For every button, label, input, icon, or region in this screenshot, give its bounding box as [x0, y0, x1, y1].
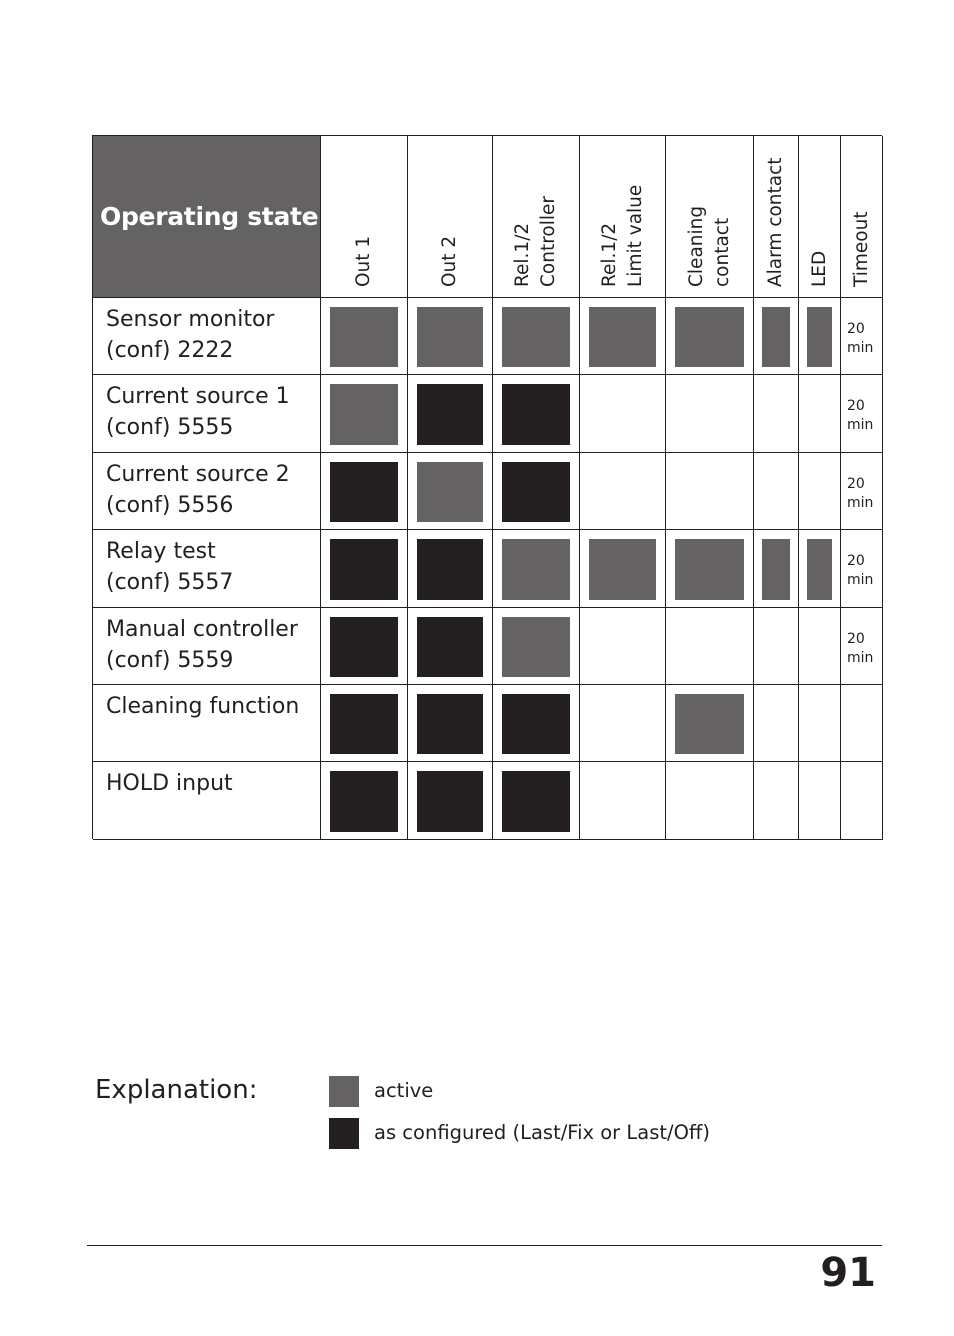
timeout-cell [841, 298, 883, 375]
column-header-line: Rel.1/2 [598, 222, 620, 287]
row-label-line: (conf) 5556 [106, 493, 234, 518]
timeout-cell [841, 530, 883, 608]
state-cell [408, 762, 493, 840]
state-block-active [807, 539, 832, 600]
state-cell [666, 608, 754, 685]
timeout-line: min [847, 650, 874, 666]
state-block-configured [502, 462, 570, 522]
state-cell [799, 530, 841, 608]
timeout-cell [841, 608, 883, 685]
state-block-active [502, 539, 570, 600]
state-cell [493, 375, 580, 453]
timeout-line: 20 [847, 398, 865, 414]
state-block-configured [417, 694, 483, 754]
row-label-line: Cleaning function [106, 694, 300, 719]
column-header [493, 136, 580, 298]
state-cell [754, 375, 799, 453]
state-block-active [502, 307, 570, 367]
state-cell [666, 685, 754, 762]
column-header-label [351, 236, 377, 287]
column-header-label [597, 185, 649, 287]
state-block-configured [330, 539, 398, 600]
state-cell [754, 530, 799, 608]
column-header-label [807, 251, 833, 287]
state-cell [408, 685, 493, 762]
timeout-cell [841, 375, 883, 453]
row-label [93, 762, 321, 840]
row-label [93, 608, 321, 685]
state-cell [580, 530, 666, 608]
state-cell [408, 453, 493, 530]
timeout-line: min [847, 572, 874, 588]
state-cell [321, 762, 408, 840]
row-label-line: Current source 1 [106, 384, 290, 409]
timeout-line: min [847, 417, 874, 433]
timeout-line: 20 [847, 321, 865, 337]
state-cell [799, 375, 841, 453]
state-block-active [502, 617, 570, 677]
state-cell [754, 453, 799, 530]
row-label-line: (conf) 5559 [106, 648, 234, 673]
row-label [93, 298, 321, 375]
column-header-line: Limit value [624, 184, 646, 287]
state-block-active [675, 307, 744, 367]
column-header-label [510, 196, 562, 287]
state-cell [493, 608, 580, 685]
state-block-configured [417, 539, 483, 600]
state-cell [666, 298, 754, 375]
state-cell [321, 298, 408, 375]
timeout-cell [841, 762, 883, 840]
column-header-line: Timeout [850, 211, 872, 287]
state-cell [580, 762, 666, 840]
state-cell [666, 375, 754, 453]
state-block-configured [502, 384, 570, 445]
state-cell [580, 298, 666, 375]
state-cell [493, 762, 580, 840]
state-block-configured [502, 771, 570, 832]
state-cell [580, 453, 666, 530]
state-cell [493, 298, 580, 375]
state-cell [321, 375, 408, 453]
state-block-active [675, 539, 744, 600]
state-cell [799, 453, 841, 530]
row-label [93, 685, 321, 762]
operating-state-table [92, 135, 882, 839]
column-header-line: Rel.1/2 [512, 222, 533, 287]
legend-swatch-configured [329, 1118, 359, 1149]
state-cell [754, 685, 799, 762]
state-cell [799, 298, 841, 375]
state-cell [666, 453, 754, 530]
row-label-line: Relay test [106, 539, 216, 564]
page-number: 91 [820, 1250, 876, 1296]
state-cell [754, 298, 799, 375]
column-header-label [437, 236, 463, 287]
operating-state-header-label: Operating state [100, 202, 319, 231]
legend-label: as configured (Last/Fix or Last/Off) [374, 1121, 710, 1144]
row-label-line: Manual controller [106, 617, 298, 642]
state-cell [493, 453, 580, 530]
timeout-line: min [847, 495, 874, 511]
timeout-line: 20 [847, 631, 865, 647]
state-cell [321, 530, 408, 608]
state-cell [799, 762, 841, 840]
column-header-label [684, 206, 736, 287]
footer-rule [87, 1245, 882, 1246]
column-header-label [849, 211, 875, 287]
state-cell [408, 375, 493, 453]
timeout-cell [841, 453, 883, 530]
column-header [408, 136, 493, 298]
row-label-line: (conf) 5557 [106, 570, 234, 595]
timeout-cell [841, 685, 883, 762]
row-label-line: (conf) 5555 [106, 415, 234, 440]
state-cell [408, 608, 493, 685]
row-label-line: (conf) 2222 [106, 338, 234, 363]
column-header [841, 136, 883, 298]
state-block-active [762, 539, 790, 600]
state-cell [408, 530, 493, 608]
state-block-active [330, 307, 398, 367]
state-block-active [589, 539, 656, 600]
state-cell [754, 762, 799, 840]
column-header [754, 136, 799, 298]
state-block-configured [330, 771, 398, 832]
state-cell [580, 608, 666, 685]
state-block-configured [330, 694, 398, 754]
state-block-active [417, 462, 483, 522]
state-cell [408, 298, 493, 375]
column-header-line: Alarm contact [765, 157, 786, 287]
state-cell [666, 762, 754, 840]
state-block-configured [417, 771, 483, 832]
explanation-title: Explanation: [95, 1075, 258, 1105]
state-cell [799, 608, 841, 685]
state-cell [799, 685, 841, 762]
state-cell [666, 530, 754, 608]
column-header-line: Controller [538, 195, 559, 287]
legend-swatch-active [329, 1076, 359, 1107]
column-header-line: Cleaning [685, 205, 707, 287]
state-cell [580, 685, 666, 762]
column-header [799, 136, 841, 298]
column-header [666, 136, 754, 298]
state-block-configured [417, 384, 483, 445]
column-header-line: Out 2 [439, 235, 460, 287]
timeout-line: 20 [847, 476, 865, 492]
row-label-line: Current source 2 [106, 462, 290, 487]
timeout-line: min [847, 340, 874, 356]
state-cell [321, 453, 408, 530]
state-cell [580, 375, 666, 453]
state-block-configured [330, 617, 398, 677]
state-cell [493, 530, 580, 608]
row-label [93, 530, 321, 608]
state-block-active [330, 384, 398, 445]
state-block-active [762, 307, 790, 367]
column-header-line: Out 1 [353, 235, 374, 287]
legend-label: active [374, 1079, 434, 1102]
column-header-line: contact [711, 217, 733, 287]
column-header-line: LED [808, 250, 830, 287]
operating-state-header [93, 136, 321, 298]
row-label-line: Sensor monitor [106, 307, 275, 332]
row-label [93, 453, 321, 530]
row-label [93, 375, 321, 453]
column-header-label [763, 157, 789, 287]
column-header [580, 136, 666, 298]
state-block-active [675, 694, 744, 754]
state-block-active [807, 307, 832, 367]
state-cell [321, 685, 408, 762]
state-cell [321, 608, 408, 685]
timeout-line: 20 [847, 553, 865, 569]
state-cell [493, 685, 580, 762]
state-block-active [589, 307, 656, 367]
row-label-line: HOLD input [106, 771, 233, 796]
state-block-active [417, 307, 483, 367]
state-block-configured [330, 462, 398, 522]
state-block-configured [502, 694, 570, 754]
column-header [321, 136, 408, 298]
state-block-configured [417, 617, 483, 677]
state-cell [754, 608, 799, 685]
